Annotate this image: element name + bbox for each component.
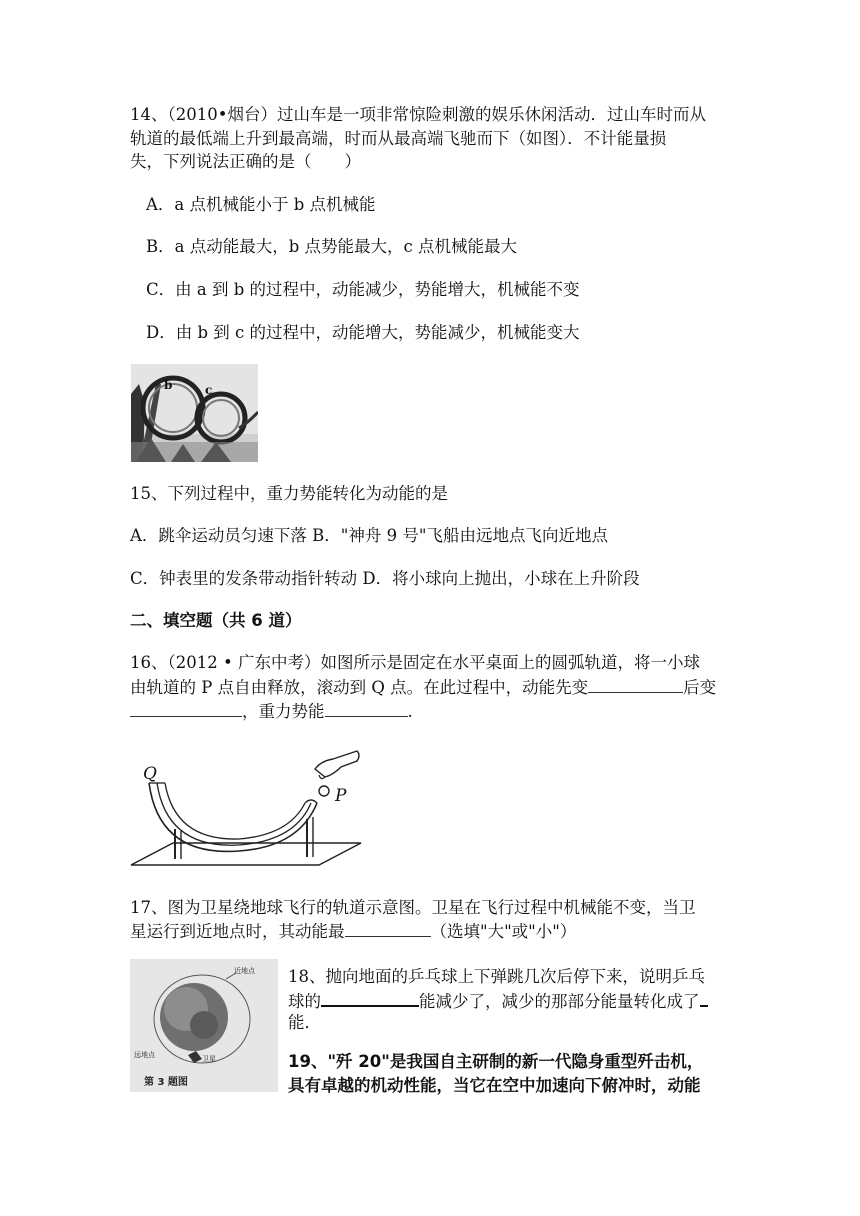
q14-option-a: A．a 点机械能小于 b 点机械能 [146,195,376,214]
figure-label-q: Q [143,764,157,784]
q18-line-3: 能． [288,1013,321,1032]
q17-line-2-text: 星运行到近地点时，其动能最 [130,922,345,941]
q16-line-3-text: ，重力势能 [242,702,325,721]
figure-label-c: c [205,383,213,397]
q17-line-2-tail: （选填"大"或"小"） [430,922,577,941]
q14-line-2: 轨道的最低端上升到最高端，时而从最高端飞驰而下（如图）．不计能量损 [130,129,667,148]
q17-line-2 [130,920,576,943]
q14-option-d: D．由 b 到 c 的过程中，动能增大，势能减少，机械能变大 [146,323,580,342]
q16-line-2-text: 由轨道的 P 点自由释放，滚动到 Q 点。在此过程中，动能先变 [130,678,589,697]
orbit-label-far: 远地点 [134,1051,155,1059]
q18-line-2-tail: 能减少了，减少的那部分能量转化成了 [419,992,700,1011]
figure-label-p: P [335,786,347,806]
q16-line-2-tail: 后变 [683,678,717,697]
figure-label-b: b [164,378,173,392]
q14-option-b: B．a 点动能最大，b 点势能最大，c 点机械能最大 [146,237,518,256]
q14-option-c: C．由 a 到 b 的过程中，动能减少，势能增大，机械能不变 [146,280,580,299]
section-heading: 二、填空题（共 6 道） [130,611,302,630]
q17-line-1: 17、图为卫星绕地球飞行的轨道示意图。卫星在飞行过程中机械能不变，当卫 [130,898,696,917]
q16-line-2 [130,676,716,699]
q18-line-2 [288,989,708,1013]
q16-line-1: 16、（2012 • 广东中考）如图所示是固定在水平桌面上的圆弧轨道，将一小球 [130,653,700,672]
q14-line-1: 14、（2010•烟台）过山车是一项非常惊险刺激的娱乐休闲活动．过山车时而从 [130,105,706,124]
orbit-label-near: 近地点 [234,967,255,975]
q16-blank-3[interactable] [325,700,408,717]
orbit-label-satellite: 卫星 [202,1055,216,1063]
q16-blank-1[interactable] [588,676,683,693]
q16-line-3 [130,700,413,723]
q17-blank[interactable] [345,920,431,937]
q15-stem: 15、下列过程中，重力势能转化为动能的是 [130,484,448,503]
arc-track-figure [129,739,365,875]
roller-coaster-figure [131,364,258,462]
q18-blank-1[interactable] [321,989,419,1007]
figure-caption: 第 3 题图 [144,1077,188,1088]
q14-line-3: 失，下列说法正确的是（ ） [130,152,361,171]
q18-line-1: 18、抛向地面的乒乓球上下弹跳几次后停下来，说明乒乓 [288,967,705,986]
satellite-orbit-figure [130,959,278,1092]
q16-line-3-end: . [407,702,413,721]
q15-options-row-1: A．跳伞运动员匀速下落 B．"神舟 9 号"飞船由远地点飞向近地点 [130,526,608,545]
q18-line-2-text: 球的 [288,992,321,1011]
q18-blank-2[interactable] [700,989,708,1007]
q19-line-2: 具有卓越的机动性能，当它在空中加速向下俯冲时，动能 [288,1076,701,1095]
q19-line-1: 19、"歼 20"是我国自主研制的新一代隐身重型歼击机， [288,1052,704,1071]
q16-blank-2[interactable] [130,700,242,717]
q15-options-row-2: C．钟表里的发条带动指针转动 D．将小球向上抛出，小球在上升阶段 [130,569,640,588]
